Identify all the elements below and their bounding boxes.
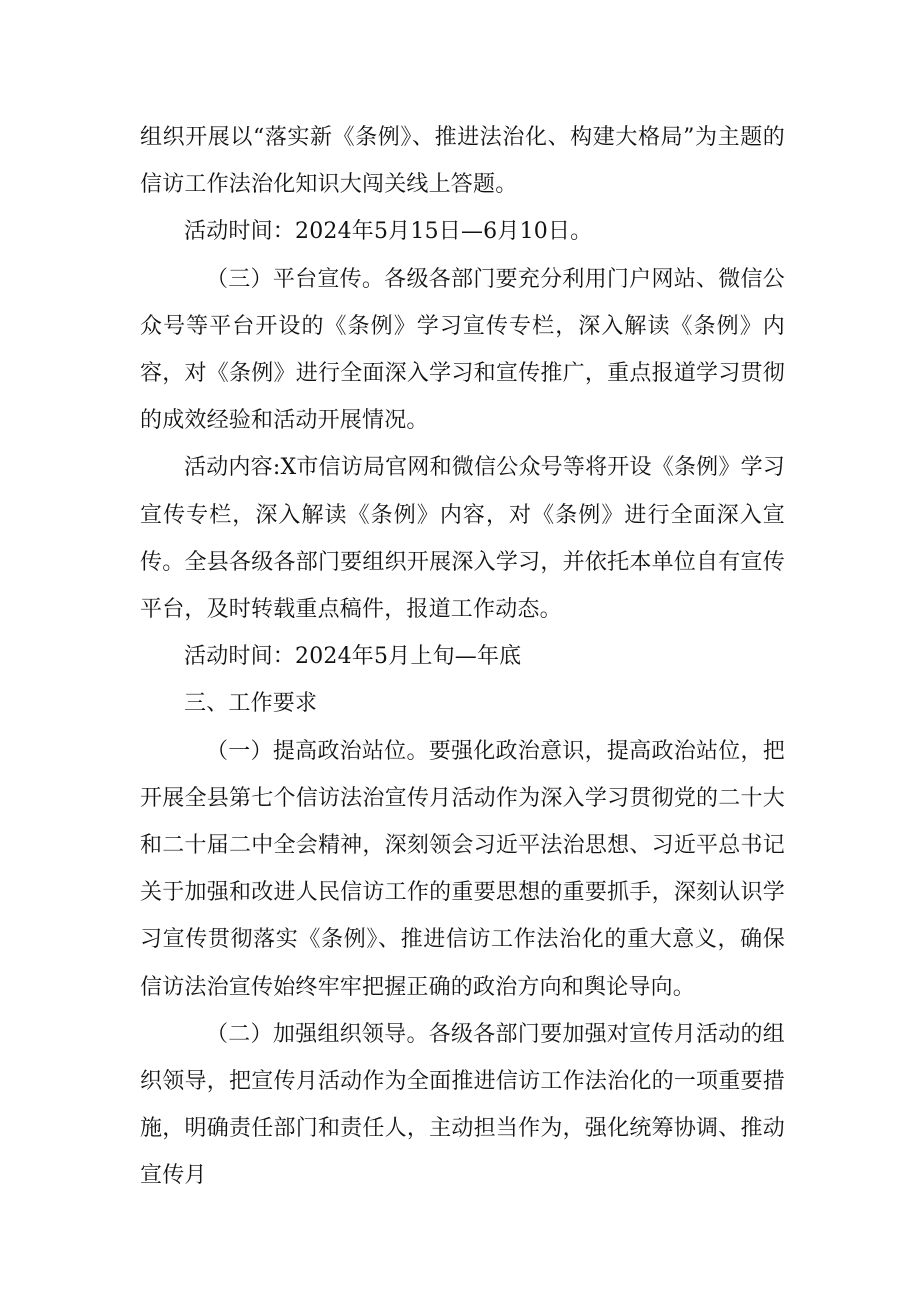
- document-body: [140, 114, 785, 1200]
- paragraph-organizational-leadership: （二）加强组织领导。各级各部门要加强对宣传月活动的组织领导，把宣传月活动作为全面推进信访工作法治化的一项重要措施，明确责任部门和责任人，主动担当作为，强化统筹协调、推动宣传月: [140, 1021, 785, 1189]
- paragraph-activity-content: 活动内容:X市信访局官网和微信公众号等将开设《条例》学习宣传专栏，深入解读《条例》内容，对《条例》进行全面深入宣传。全县各级各部门要组织开展深入学习，并依托本单位自有宣传平台，及时转载重点稿件，报道工作动态。: [140, 455, 785, 623]
- paragraph-activity-time-1: 活动时间：2024年5月15日—6月10日。: [184, 219, 593, 245]
- paragraph-activity-time-2: 活动时间：2024年5月上旬—年底: [184, 644, 522, 670]
- paragraph-intro-continued: 组织开展以“落实新《条例》、推进法治化、构建大格局”为主题的信访工作法治化知识大闯关线上答题。: [140, 125, 785, 198]
- paragraph-platform-publicity: （三）平台宣传。各级各部门要充分利用门户网站、微信公众号等平台开设的《条例》学习宣传专栏，深入解读《条例》内容，对《条例》进行全面深入学习和宣传推广，重点报道学习贯彻的成效经验和活动开展情况。: [140, 266, 785, 434]
- paragraph-political-standing: （一）提高政治站位。要强化政治意识，提高政治站位，把开展全县第七个信访法治宣传月活动作为深入学习贯彻党的二十大和二十届二中全会精神，深刻领会习近平法治思想、习近平总书记关于加强和改进人民信访工作的重要思想的重要抓手，深刻认识学习宣传贯彻落实《条例》、推进信访工作法治化的重大意义，确保信访法治宣传始终牢牢把握正确的政治方向和舆论导向。: [140, 738, 785, 1000]
- section-heading-work-requirements: 三、工作要求: [184, 691, 318, 717]
